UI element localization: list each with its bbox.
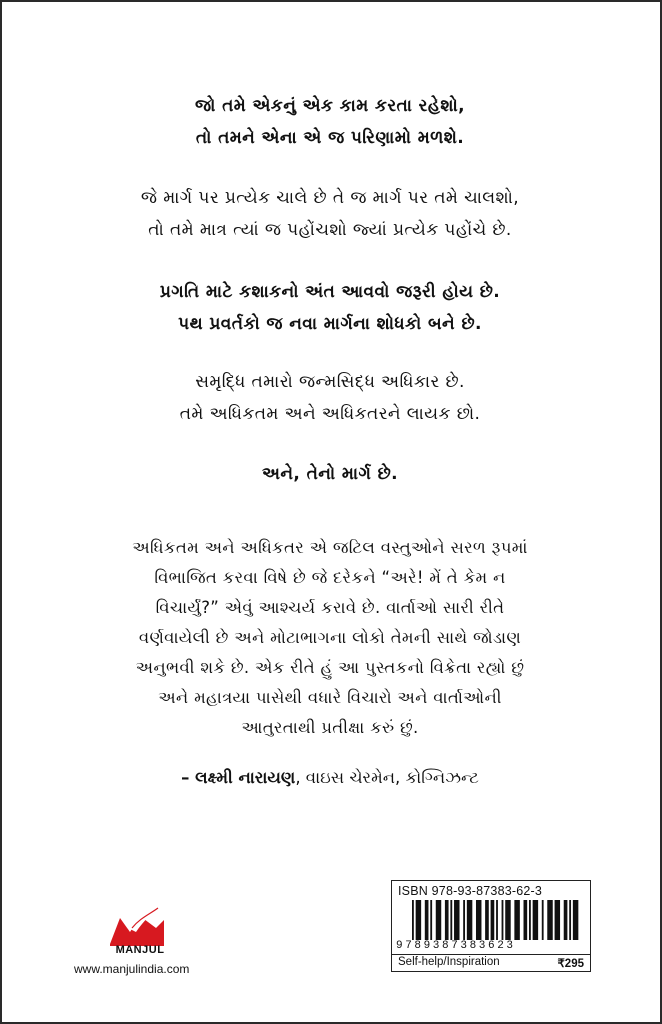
barcode-bar [491,900,495,940]
quote-line: પ્રગતિ માટે કશાકનો અંત આવવો જરૂરી હોય છે. [159,282,501,302]
barcode-bar [425,900,429,940]
quote-line: તમે અધિકતમ અને અધિકતરને લાયક છો. [179,404,481,424]
quote-line: અને, તેનો માર્ગ છે. [262,464,398,484]
barcode-bar [476,900,481,940]
book-price: ₹295 [557,958,584,970]
quote-line: તો તમને એના એ જ પરિણામો મળશે. [195,128,465,148]
attribution-role: , વાઇસ ચેરમેન, કોગ્નિઝન્ટ [295,768,479,787]
quote-line: જે માર્ગ પર પ્રત્યેક ચાલે છે તે જ માર્ગ પર તમે ચાલશો, [140,188,520,208]
blurb-line: અને મહાત્રયા પાસેથી વધારે વિચારો અને વાર્તાઓની [158,688,502,707]
barcode-bar [450,900,452,940]
barcode-bar [555,900,560,940]
blurb-line: વિભાજિત કરવા વિષે છે જે દરેકને “અરે! મેં તે કેમ ન [154,568,506,587]
barcode-bar [505,900,510,940]
quote-3 [70,276,590,340]
blurb-line: અધિકતમ અને અધિકતર એ જટિલ વસ્તુઓને સરળ રૂપમાં [132,538,528,557]
barcode-bar [463,900,465,940]
barcode-divider [392,954,590,955]
attribution-dash: – [181,768,196,787]
barcode-bar [445,900,449,940]
barcode-bar [454,900,459,940]
barcode-bar [547,900,552,940]
barcode-bar [430,900,432,940]
quote-2 [70,182,590,246]
blurb-line: વિચાર્યું?” એવું આશ્ચર્ય કરાવે છે. વાર્તાઓ સારી રીતે [155,598,505,617]
barcode-bar [569,900,571,940]
endorsement-blurb [70,533,590,743]
barcode-bar [529,900,531,940]
barcode-bar [485,900,489,940]
publisher-website: www.manjulindia.com [74,962,190,976]
blurb-line: આતુરતાથી પ્રતીક્ષા કરું છું. [241,718,419,737]
barcode-bar [564,900,568,940]
barcode-bar [436,900,441,940]
quote-1 [70,90,590,154]
quote-line: પથ પ્રવર્તકો જ નવા માર્ગના શોધકો બને છે. [178,314,482,334]
barcode-bar [542,900,544,940]
isbn-text: ISBN 978-93-87383-62-3 [398,884,543,898]
quote-line: સમૃદ્ધિ તમારો જન્મસિદ્ધ અધિકાર છે. [195,372,465,392]
barcode-digits: 9789387383623 [396,940,516,952]
barcode-bar [416,900,421,940]
barcode-bar [496,900,498,940]
blurb-line: અનુભવી શકે છે. એક રીતે હું આ પુસ્તકનો વિક્રેતા રહ્યો છું [135,658,525,677]
barcode-bar [502,900,504,940]
quote-line: જો તમે એકનું એક કામ કરતા રહેશો, [195,96,465,116]
blurb-line: વર્ણવાયેલી છે અને મોટાભાગના લોકો તેમની સાથે જોડાણ [138,628,522,647]
endorsement-attribution [70,768,590,788]
publisher-name: MANJUL [115,944,165,956]
quote-5 [70,458,590,490]
barcode-box [391,880,591,972]
barcode-bar [514,900,519,940]
book-category: Self-help/Inspiration [398,956,500,968]
quote-line: તો તમે માત્ર ત્યાં જ પહોંચશો જ્યાં પ્રત્યેક પહોંચે છે. [148,220,512,240]
barcode-bar [533,900,538,940]
quote-4 [70,366,590,430]
attribution-name: લક્ષ્મી નારાયણ [195,768,296,787]
barcode-icon [412,900,582,940]
barcode-bar [524,900,528,940]
barcode-bar [412,900,414,940]
barcode-bar [573,900,578,940]
barcode-bar [467,900,472,940]
